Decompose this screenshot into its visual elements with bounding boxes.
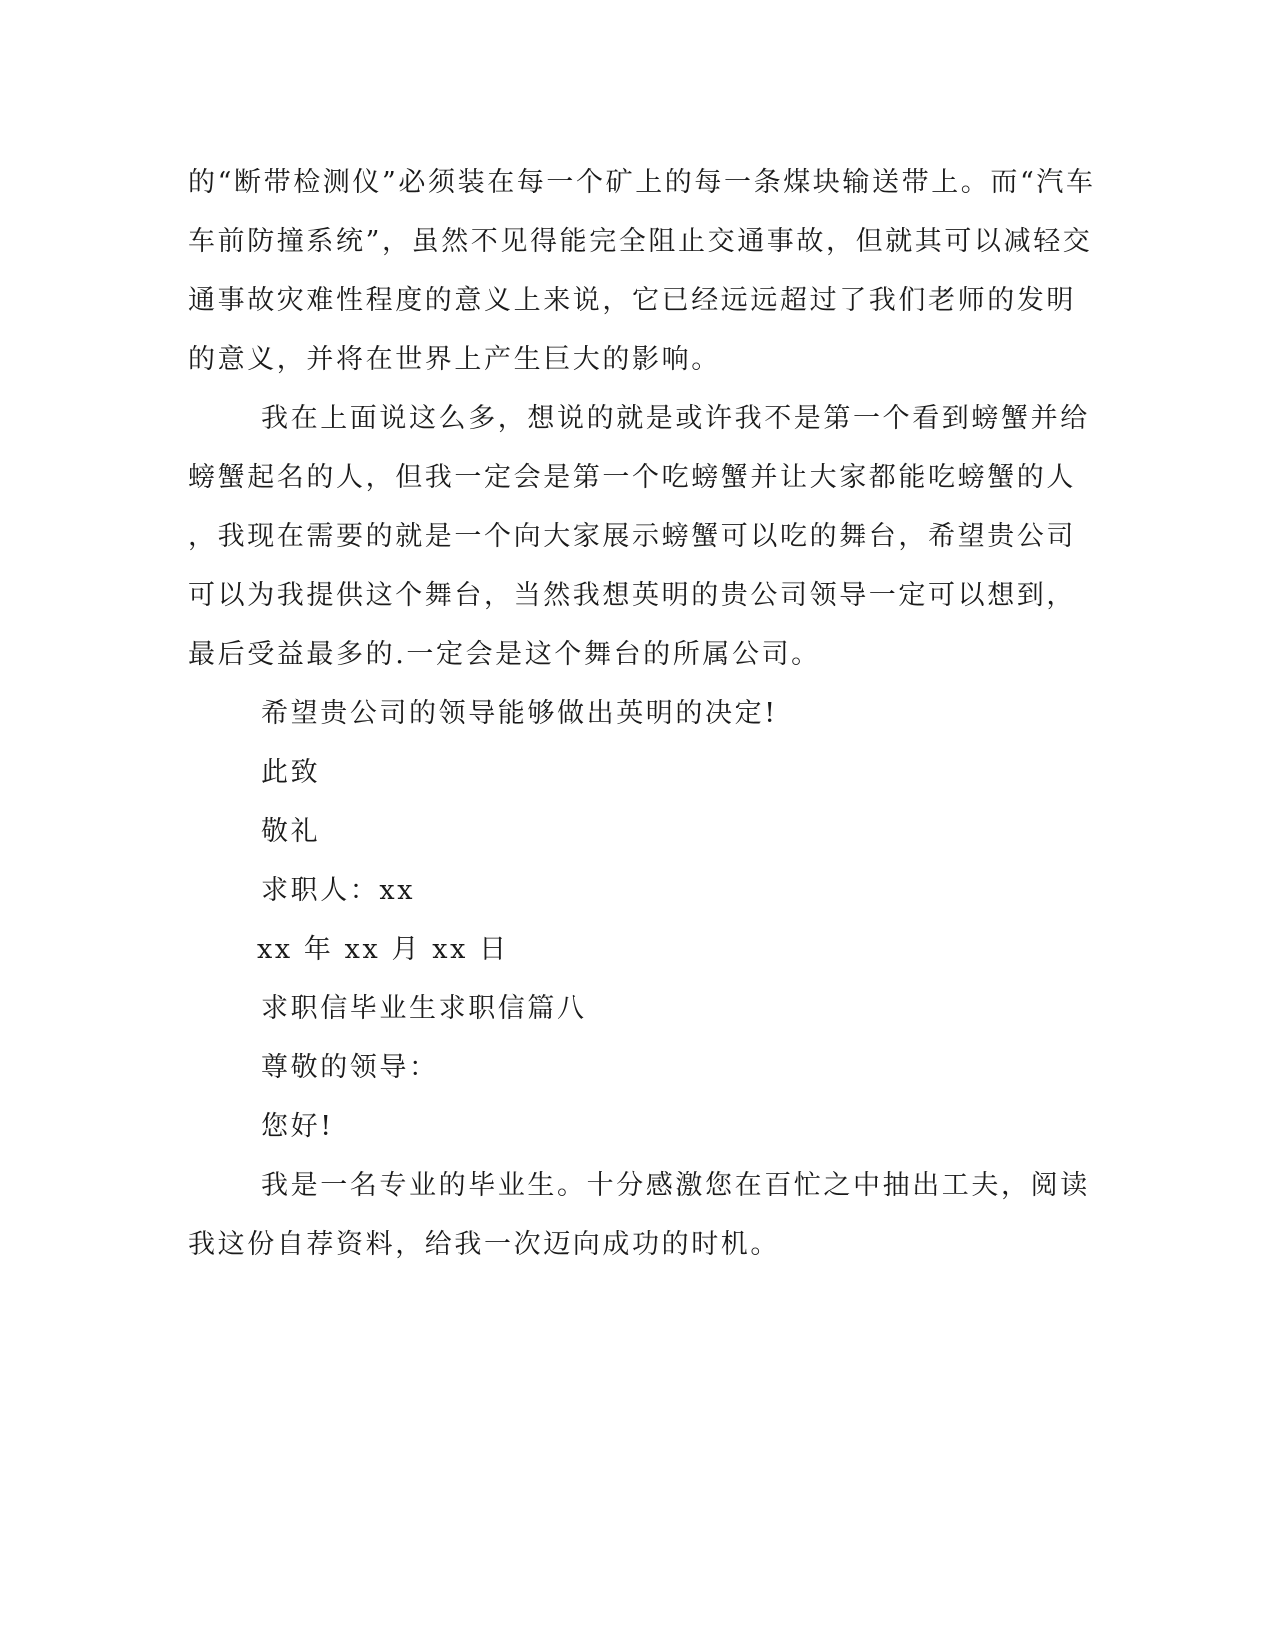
- body-text-line: 的意义，并将在世界上产生巨大的影响。: [188, 344, 721, 375]
- salutation-line: 尊敬的领导：: [261, 1052, 439, 1083]
- body-text-line: 通事故灾难性程度的意义上来说，它已经远远超过了我们老师的发明: [188, 285, 1076, 316]
- greeting-line: 您好!: [261, 1111, 334, 1142]
- body-text-line: 可以为我提供这个舞台，当然我想英明的贵公司领导一定可以想到，: [188, 580, 1076, 611]
- body-text-line: 车前防撞系统”，虽然不见得能完全阻止交通事故，但就其可以减轻交: [188, 226, 1093, 257]
- hope-line: 希望贵公司的领导能够做出英明的决定!: [261, 698, 778, 729]
- closing-line: 此致: [261, 757, 321, 788]
- body-text-line: ，我现在需要的就是一个向大家展示螃蟹可以吃的舞台，希望贵公司: [188, 521, 1076, 552]
- body-text-line: 我是一名专业的毕业生。十分感激您在百忙之中抽出工夫，阅读: [261, 1170, 1090, 1201]
- body-text-line: 我这份自荐资料，给我一次迈向成功的时机。: [188, 1229, 780, 1260]
- body-text-line: 我在上面说这么多，想说的就是或许我不是第一个看到螃蟹并给: [261, 403, 1090, 434]
- body-text-line: 的“断带检测仪”必须装在每一个矿上的每一条煤块输送带上。而“汽车: [188, 167, 1096, 198]
- body-text-line: 最后受益最多的.一定会是这个舞台的所属公司。: [188, 639, 821, 670]
- date-line: xx 年 xx 月 xx 日: [257, 934, 509, 965]
- body-text-line: 螃蟹起名的人，但我一定会是第一个吃螃蟹并让大家都能吃螃蟹的人: [188, 462, 1076, 493]
- closing-line: 敬礼: [261, 816, 321, 847]
- applicant-line: 求职人：xx: [261, 875, 416, 906]
- section-title: 求职信毕业生求职信篇八: [261, 993, 587, 1024]
